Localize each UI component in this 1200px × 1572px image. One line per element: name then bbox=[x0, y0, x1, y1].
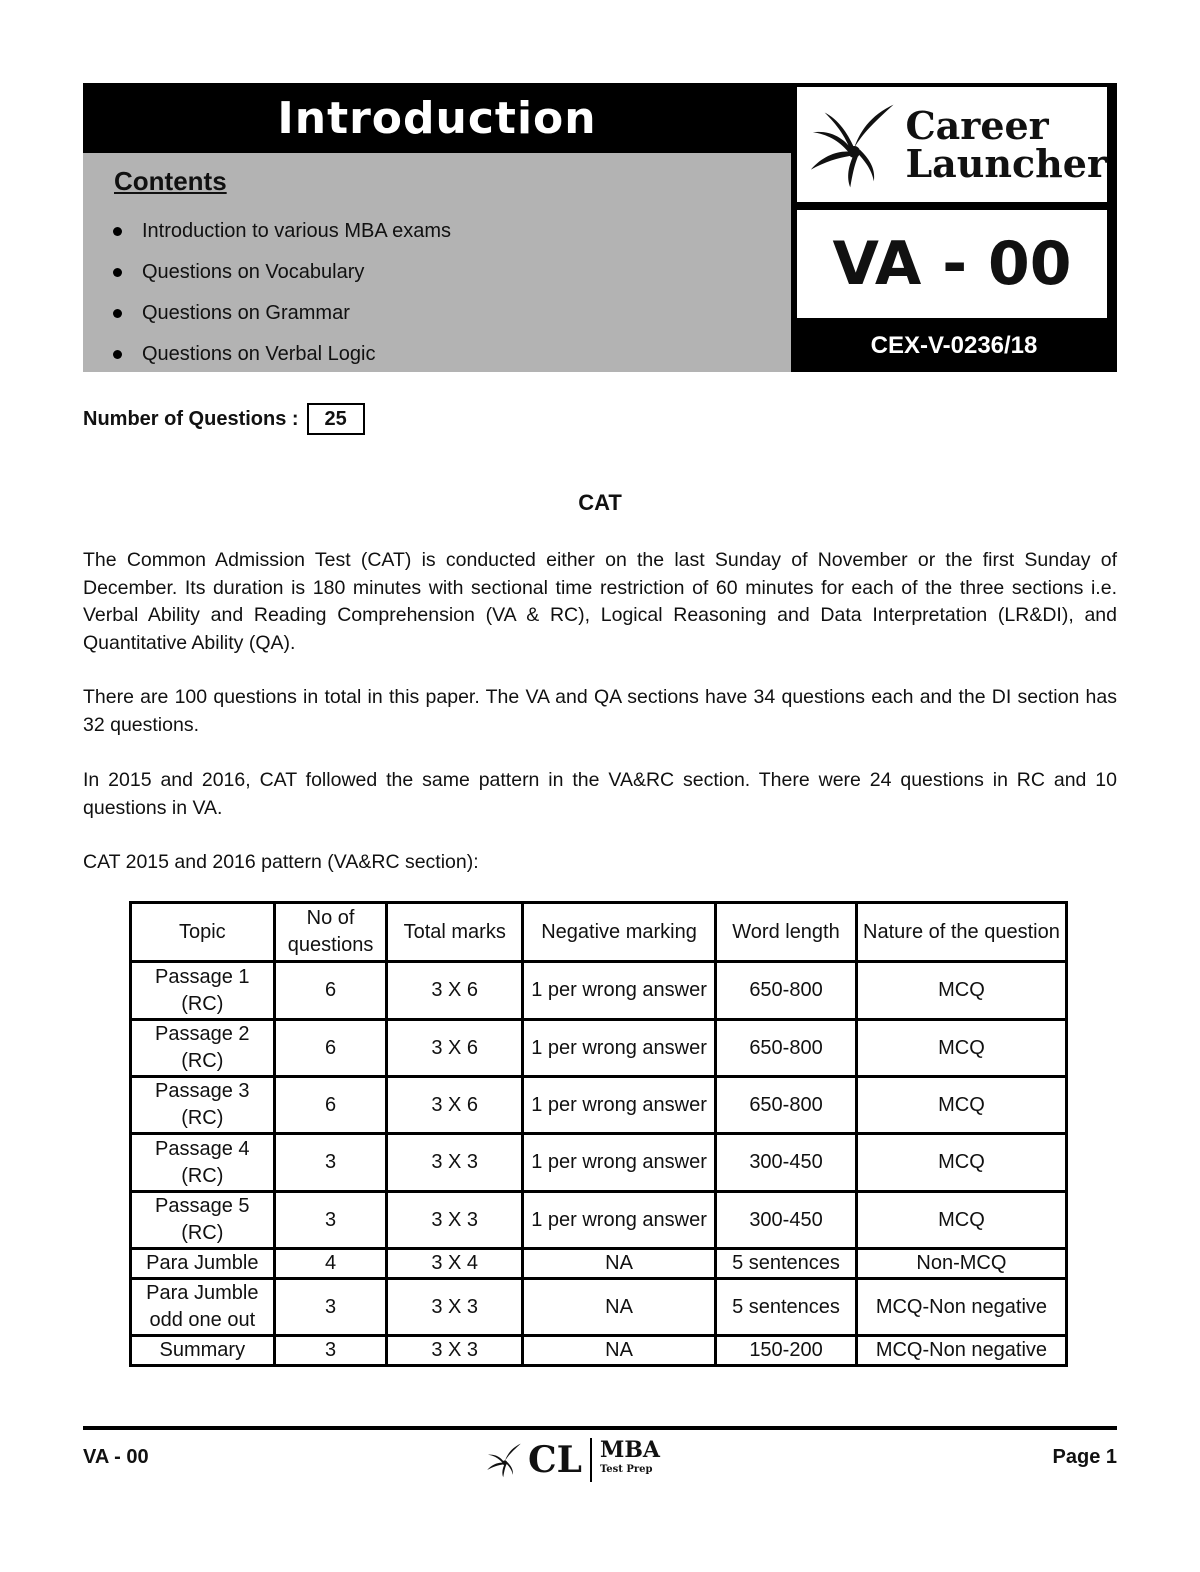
bullet-icon bbox=[113, 268, 122, 277]
number-of-questions-label: Number of Questions : bbox=[83, 407, 299, 430]
footer-divider bbox=[83, 1426, 1117, 1430]
table-cell: MCQ bbox=[856, 1077, 1066, 1134]
list-item-label: Questions on Grammar bbox=[142, 302, 350, 324]
footer-logo-divider bbox=[590, 1438, 592, 1482]
table-cell: 1 per wrong answer bbox=[522, 1020, 715, 1077]
bullet-icon bbox=[113, 227, 122, 236]
table-cell: 650-800 bbox=[716, 1020, 857, 1077]
table-cell: 650-800 bbox=[716, 962, 857, 1020]
paragraph-questions: There are 100 questions in total in this paper. The VA and QA sections have 34 questions each and the DI section has 32 questions. bbox=[83, 686, 1117, 736]
bullet-icon bbox=[113, 350, 122, 359]
logo-text bbox=[905, 102, 1107, 186]
table-cell: Non-MCQ bbox=[856, 1249, 1066, 1279]
table-row bbox=[131, 1336, 1067, 1366]
footer-logo-mba bbox=[599, 1437, 660, 1480]
footer-module-code: VA - 00 bbox=[83, 1446, 149, 1468]
table-cell: 6 bbox=[274, 1077, 387, 1134]
table-row bbox=[131, 1020, 1067, 1077]
list-item bbox=[113, 252, 451, 293]
table-cell: MCQ bbox=[856, 1192, 1066, 1249]
logo-line-career: Career bbox=[905, 102, 1049, 148]
table-cell: Passage 5 (RC) bbox=[131, 1192, 275, 1249]
header-nature: Nature of the question bbox=[856, 903, 1066, 962]
list-item bbox=[113, 334, 451, 375]
table-cell: 3 X 3 bbox=[387, 1134, 522, 1192]
table-cell: Para Jumble odd one out bbox=[131, 1279, 275, 1336]
table-cell: Passage 4 (RC) bbox=[131, 1134, 275, 1192]
table-cell: 1 per wrong answer bbox=[522, 962, 715, 1020]
header-negative-marking: Negative marking bbox=[522, 903, 715, 962]
table-cell: Passage 2 (RC) bbox=[131, 1020, 275, 1077]
contents-heading: Contents bbox=[114, 166, 227, 196]
list-item-label: Questions on Verbal Logic bbox=[142, 343, 376, 365]
table-cell: 3 bbox=[274, 1279, 387, 1336]
table-cell: Passage 3 (RC) bbox=[131, 1077, 275, 1134]
table-cell: 6 bbox=[274, 962, 387, 1020]
table-cell: 4 bbox=[274, 1249, 387, 1279]
table-cell: MCQ bbox=[856, 1134, 1066, 1192]
table-cell: 300-450 bbox=[716, 1192, 857, 1249]
table-row bbox=[131, 1192, 1067, 1249]
footer-page-number: Page 1 bbox=[1052, 1446, 1117, 1468]
table-cell: 3 bbox=[274, 1134, 387, 1192]
contents-list bbox=[113, 211, 451, 375]
cex-code: CEX-V-0236/18 bbox=[870, 332, 1038, 359]
pattern-table bbox=[129, 901, 1068, 1367]
footer-logo-cl: CL bbox=[528, 1439, 582, 1481]
paragraph-intro: The Common Admission Test (CAT) is conducted either on the last Sunday of November or the first Sunday of December. Its duration is 180 minutes with sectional time restriction of 60 minutes for each of the three sections i.e. Verbal Ability and Reading Comprehension (VA & RC), Logical Reasoning and Data Interpretation (LR&DI), and Quantitative Ability (QA). bbox=[83, 549, 1117, 654]
logo-line-launcher: Launcher bbox=[905, 140, 1107, 186]
header-no-of-questions: No of questions bbox=[274, 903, 387, 962]
table-cell: Summary bbox=[131, 1336, 275, 1366]
table-cell: MCQ bbox=[856, 1020, 1066, 1077]
table-cell: NA bbox=[522, 1249, 715, 1279]
paragraph-pattern: In 2015 and 2016, CAT followed the same pattern in the VA&RC section. There were 24 questions in RC and 10 questions in VA. bbox=[83, 769, 1117, 819]
bullet-icon bbox=[113, 309, 122, 318]
table-cell: 5 sentences bbox=[716, 1279, 857, 1336]
header-block bbox=[83, 83, 1117, 372]
table-cell: MCQ-Non negative bbox=[856, 1336, 1066, 1366]
paragraph-table-caption: CAT 2015 and 2016 pattern (VA&RC section): bbox=[83, 851, 479, 873]
list-item bbox=[113, 293, 451, 334]
list-item-label: Questions on Vocabulary bbox=[142, 261, 365, 283]
footer-logo bbox=[484, 1437, 660, 1483]
table-cell: MCQ bbox=[856, 962, 1066, 1020]
table-cell: 3 X 6 bbox=[387, 1020, 522, 1077]
list-item-label: Introduction to various MBA exams bbox=[142, 220, 452, 242]
career-launcher-swirl-icon bbox=[803, 100, 901, 190]
number-of-questions-value: 25 bbox=[307, 403, 365, 435]
table-cell: MCQ-Non negative bbox=[856, 1279, 1066, 1336]
cl-swirl-icon bbox=[484, 1442, 524, 1478]
table-cell: Para Jumble bbox=[131, 1249, 275, 1279]
table-cell: 650-800 bbox=[716, 1077, 857, 1134]
table-cell: 1 per wrong answer bbox=[522, 1134, 715, 1192]
header-topic: Topic bbox=[131, 903, 275, 962]
table-row bbox=[131, 1249, 1067, 1279]
header-total-marks: Total marks bbox=[387, 903, 522, 962]
table-row bbox=[131, 1077, 1067, 1134]
header-word-length: Word length bbox=[716, 903, 857, 962]
footer-logo-sub: Test Prep bbox=[599, 1464, 653, 1475]
table-cell: 5 sentences bbox=[716, 1249, 857, 1279]
footer-logo-mba-text: MBA bbox=[599, 1437, 660, 1463]
table-row bbox=[131, 962, 1067, 1020]
page-title: Introduction bbox=[83, 83, 791, 153]
section-title: CAT bbox=[578, 490, 622, 515]
code-panel bbox=[791, 83, 1117, 372]
table-cell: 3 X 6 bbox=[387, 1077, 522, 1134]
table-cell: 3 X 3 bbox=[387, 1279, 522, 1336]
table-row bbox=[131, 1134, 1067, 1192]
career-launcher-logo bbox=[797, 87, 1107, 202]
module-code: VA - 00 bbox=[797, 210, 1107, 318]
table-cell: 6 bbox=[274, 1020, 387, 1077]
table-cell: NA bbox=[522, 1336, 715, 1366]
number-of-questions bbox=[83, 403, 365, 435]
table-cell: 3 X 4 bbox=[387, 1249, 522, 1279]
contents-panel bbox=[83, 83, 791, 372]
table-cell: 1 per wrong answer bbox=[522, 1077, 715, 1134]
table-cell: NA bbox=[522, 1279, 715, 1336]
table-cell: 150-200 bbox=[716, 1336, 857, 1366]
table-cell: 3 bbox=[274, 1192, 387, 1249]
table-cell: 3 X 3 bbox=[387, 1192, 522, 1249]
table-header-row bbox=[131, 903, 1067, 962]
table-cell: 3 X 6 bbox=[387, 962, 522, 1020]
table-cell: Passage 1 (RC) bbox=[131, 962, 275, 1020]
table-row bbox=[131, 1279, 1067, 1336]
table-cell: 300-450 bbox=[716, 1134, 857, 1192]
table-cell: 3 X 3 bbox=[387, 1336, 522, 1366]
table-cell: 3 bbox=[274, 1336, 387, 1366]
list-item bbox=[113, 211, 451, 252]
table-cell: 1 per wrong answer bbox=[522, 1192, 715, 1249]
